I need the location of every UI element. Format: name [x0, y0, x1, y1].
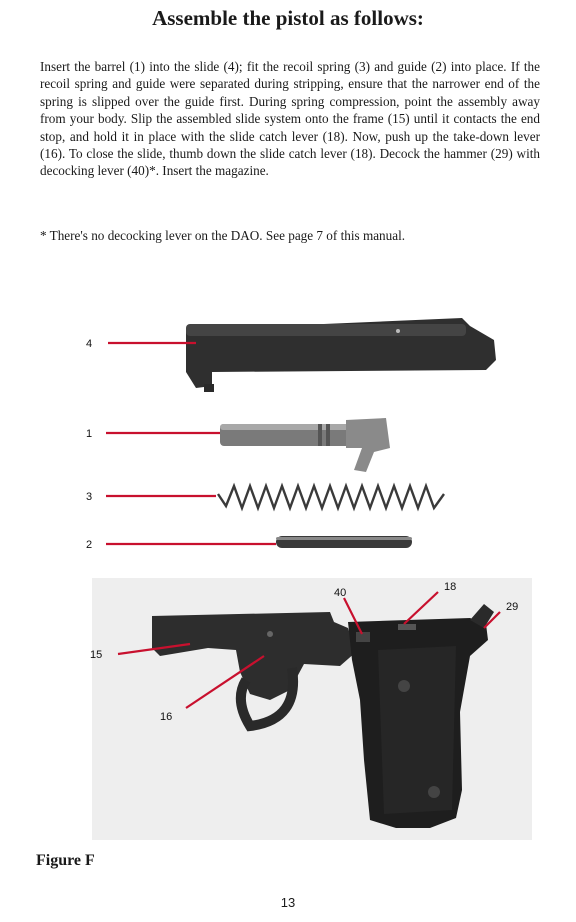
callout-40: 40: [334, 587, 347, 599]
callout-2: 2: [86, 539, 93, 551]
callout-29: 29: [506, 601, 519, 613]
instruction-paragraph: Insert the barrel (1) into the slide (4); fit the recoil spring (3) and guide (2) into place. If the recoil spring and guide were separated during stripping, ensure that the narrower end of the spring is slipped over the guide first. During spring compression, point the assembly away from your body. Slip the assembled slide system onto the frame (15) until it contacts the end stop, and hold it in place with the slide catch lever (18). Now, push up the take-down lever (16). To close the slide, thumb down the slide catch lever (18). Decock the hammer (29) with decocking lever (40)*. Insert the magazine.: [40, 59, 540, 179]
callout-16: 16: [160, 711, 173, 723]
slide-part: [186, 318, 496, 392]
guide-rod-part: [276, 536, 412, 548]
barrel-part: [220, 418, 390, 472]
footnote: * There's no decocking lever on the DAO. See page 7 of this manual.: [40, 228, 406, 243]
callout-15: 15: [90, 649, 103, 661]
callout-4: 4: [86, 338, 93, 350]
figure-caption: Figure F: [36, 852, 95, 869]
callout-3: 3: [86, 491, 93, 503]
recoil-spring-part: [218, 486, 444, 508]
page-number: 13: [280, 895, 296, 910]
callout-1: 1: [86, 428, 93, 440]
page-title: Assemble the pistol as follows:: [152, 6, 424, 30]
callout-18: 18: [444, 581, 457, 593]
